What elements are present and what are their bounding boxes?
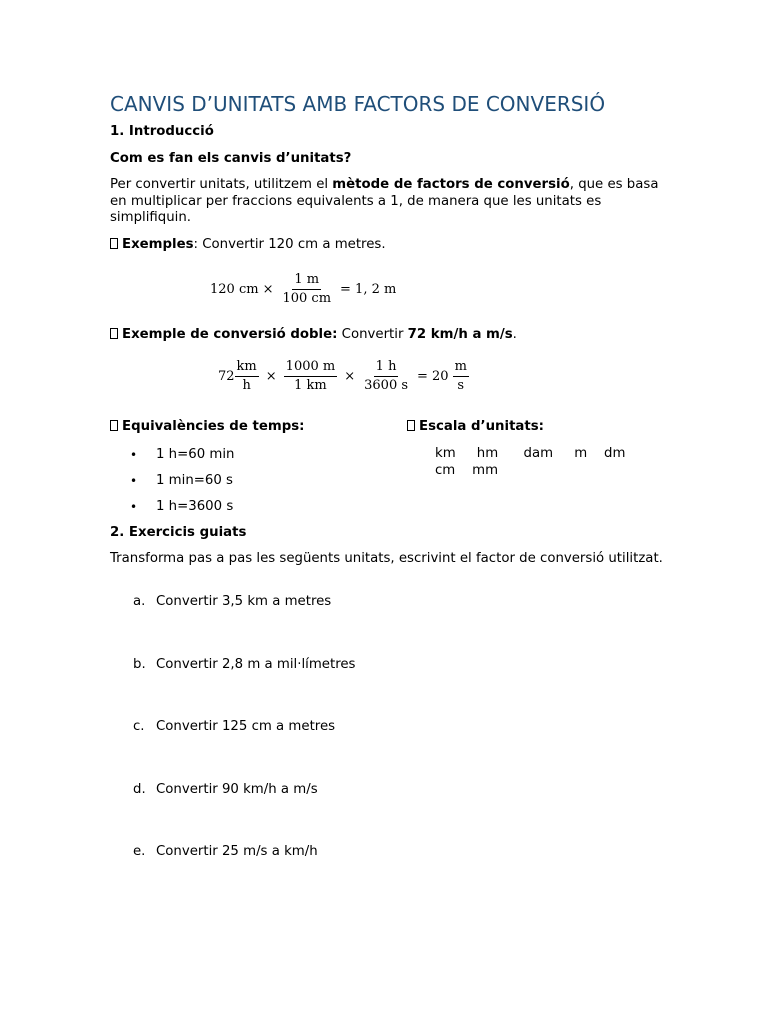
- intro-paragraph: Per convertir unitats, utilitzem el mètode de factors de conversió, que es basa en multiplicar per fraccions equivalents a 1, de manera que les unitats es simplifiquin.: [110, 177, 659, 225]
- section-1-heading: 1. Introducció: [110, 124, 214, 139]
- pin-icon: [110, 238, 118, 249]
- list-item: c. Convertir 125 cm a metres: [133, 719, 336, 734]
- pin-icon: [110, 420, 118, 431]
- list-item: a. Convertir 3,5 km a metres: [133, 594, 332, 609]
- list-item: e. Convertir 25 m/s a km/h: [133, 844, 318, 859]
- page-title: CANVIS D’UNITATS AMB FACTORS DE CONVERSIÓ: [110, 92, 606, 116]
- example-1-line: Exemples: Convertir 120 cm a metres.: [110, 237, 386, 252]
- exercises-instruction: Transforma pas a pas les següents unitats, escrivint el factor de conversió utilitzat.: [110, 551, 663, 566]
- intro-subheading: Com es fan els canvis d’unitats?: [110, 151, 352, 166]
- unit-scale-heading: Escala d’unitats:: [407, 419, 544, 434]
- section-2-heading: 2. Exercicis guiats: [110, 525, 247, 540]
- formula-1: 120 cm × $\frac{1 m}{100 cm}$ = 1, 2 m: [210, 272, 397, 306]
- pin-icon: [110, 328, 118, 339]
- time-equivalences-heading: Equivalències de temps:: [110, 419, 304, 434]
- example-2-line: Exemple de conversió doble: Convertir 72 km/h a m/s.: [110, 327, 517, 342]
- pin-icon: [407, 420, 415, 431]
- list-item: d. Convertir 90 km/h a m/s: [133, 782, 318, 797]
- unit-scale: km hm dam m dm cm mm: [435, 446, 639, 478]
- formula-2: 72 $\frac{km}{h}$ × $\frac{1000 m}{1 km}$ × $\frac{1 h}{3600 s}$ = 20 $\frac{m}{s}$: [218, 359, 467, 393]
- list-item: b. Convertir 2,8 m a mil·límetres: [133, 657, 356, 672]
